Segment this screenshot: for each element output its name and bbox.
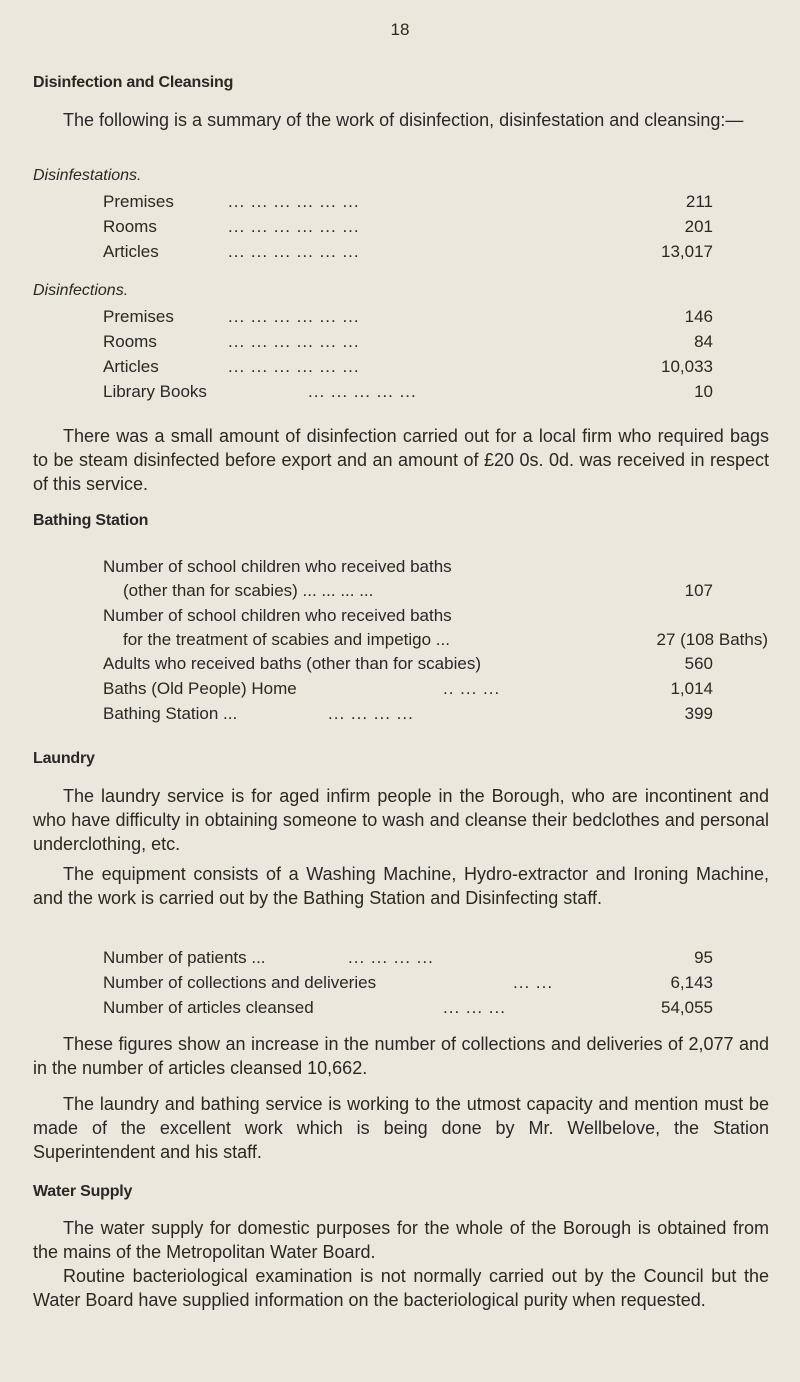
row-label: Rooms xyxy=(103,332,157,351)
laundry-row xyxy=(103,948,713,972)
row-label: Number of articles cleansed xyxy=(103,998,314,1017)
disinfection-row xyxy=(103,357,713,381)
bathing-row xyxy=(103,654,713,678)
water-paragraph: Routine bacteriological examination is not normally carried out by the Council but the Water Board have supplied information on the bacteriological purity when requested. xyxy=(33,1266,769,1310)
row-value: 6,143 xyxy=(670,973,713,992)
row-dots: ... ... ... ... xyxy=(328,704,414,723)
disinfection-row xyxy=(103,332,713,356)
disinfection-intro: The following is a summary of the work of disinfection, disinfestation and cleansing:— xyxy=(63,110,744,130)
laundry-row xyxy=(103,973,713,997)
laundry-paragraph: The equipment consists of a Washing Machine, Hydro-extractor and Ironing Machine, and the work is carried out by the Bathing Station and Disinfecting staff. xyxy=(33,864,769,908)
disinfestations-subheading: Disinfestations. xyxy=(33,167,142,184)
row-label: Bathing Station ... xyxy=(103,704,238,723)
row-value: 84 xyxy=(694,332,713,351)
row-dots: ... ... xyxy=(513,973,554,992)
row-dots: ... ... ... xyxy=(443,998,506,1017)
row-dots: ... ... ... ... ... ... xyxy=(228,332,360,351)
row-label: Number of patients ... xyxy=(103,948,266,967)
row-value: 95 xyxy=(694,948,713,967)
row-value: 10,033 xyxy=(661,357,713,376)
row-label: Adults who received baths (other than for scabies) xyxy=(103,654,481,673)
row-value: 54,055 xyxy=(661,998,713,1017)
row-value: 1,014 xyxy=(670,679,713,698)
section-heading-disinfection: Disinfection and Cleansing xyxy=(33,74,234,91)
section-heading-water: Water Supply xyxy=(33,1183,133,1200)
row-value: 13,017 xyxy=(661,242,713,261)
row-label: Baths (Old People) Home xyxy=(103,679,297,698)
laundry-row xyxy=(103,998,713,1022)
page-number: 18 xyxy=(390,20,410,39)
disinfestation-row xyxy=(103,242,713,266)
laundry-paragraph: These figures show an increase in the number of collections and deliveries of 2,077 and in the number of articles cleansed 10,662. xyxy=(33,1034,769,1078)
bathing-row xyxy=(103,679,713,703)
row-label-line2: (other than for scabies) ... ... ... ... xyxy=(123,581,374,600)
disinfections-subheading: Disinfections. xyxy=(33,282,129,299)
water-paragraph: The water supply for domestic purposes for the whole of the Borough is obtained from the mains of the Metropolitan Water Board. xyxy=(33,1218,769,1262)
disinfestation-row xyxy=(103,192,713,216)
disinfestation-row xyxy=(103,217,713,241)
row-label: Articles xyxy=(103,357,159,376)
disinfection-row xyxy=(103,382,713,406)
row-label-line2: for the treatment of scabies and impetigo ... xyxy=(123,630,450,649)
row-label: Articles xyxy=(103,242,159,261)
disinfection-note: There was a small amount of disinfection carried out for a local firm who required bags to be steam disinfected before export and an amount of £20 0s. 0d. was received in respect of this service. xyxy=(33,426,769,494)
row-label: Number of collections and deliveries xyxy=(103,973,377,992)
row-value: 201 xyxy=(684,217,713,236)
row-value: 146 xyxy=(684,307,713,326)
laundry-paragraph: The laundry and bathing service is working to the utmost capacity and mention must be made of the excellent work which is being done by Mr. Wellbelove, the Station Superintendent and his staff. xyxy=(33,1094,769,1162)
row-value: 27 (108 Baths) xyxy=(656,630,768,649)
row-dots: ... ... ... ... ... ... xyxy=(228,307,360,326)
row-value: 560 xyxy=(684,654,713,673)
bathing-row xyxy=(103,704,713,728)
row-dots: ... ... ... ... ... xyxy=(308,382,417,401)
row-dots: ... ... ... ... xyxy=(348,948,434,967)
disinfection-row xyxy=(103,307,713,331)
row-label: Library Books xyxy=(103,382,207,401)
row-dots: ... ... ... ... ... ... xyxy=(228,217,360,236)
section-heading-bathing: Bathing Station xyxy=(33,512,149,529)
laundry-paragraph: The laundry service is for aged infirm people in the Borough, who are incontinent and who have difficulty in obtaining someone to wash and cleanse their bedclothes and personal underclothing, etc. xyxy=(33,786,769,854)
row-dots: ... ... ... ... ... ... xyxy=(228,242,360,261)
row-value: 10 xyxy=(694,382,713,401)
bathing-row-children xyxy=(103,555,713,603)
row-dots: .. ... ... xyxy=(443,679,501,698)
row-label: Premises xyxy=(103,192,174,211)
row-label: Rooms xyxy=(103,217,157,236)
row-label: Premises xyxy=(103,307,174,326)
row-value: 399 xyxy=(684,704,713,723)
row-dots: ... ... ... ... ... ... xyxy=(228,357,360,376)
row-label-line1: Number of school children who received baths xyxy=(103,606,452,625)
row-label-line1: Number of school children who received baths xyxy=(103,557,452,576)
row-dots: ... ... ... ... ... ... xyxy=(228,192,360,211)
row-value: 211 xyxy=(685,192,713,211)
row-value: 107 xyxy=(684,581,713,600)
bathing-row-scabies xyxy=(103,604,768,652)
section-heading-laundry: Laundry xyxy=(33,750,95,767)
